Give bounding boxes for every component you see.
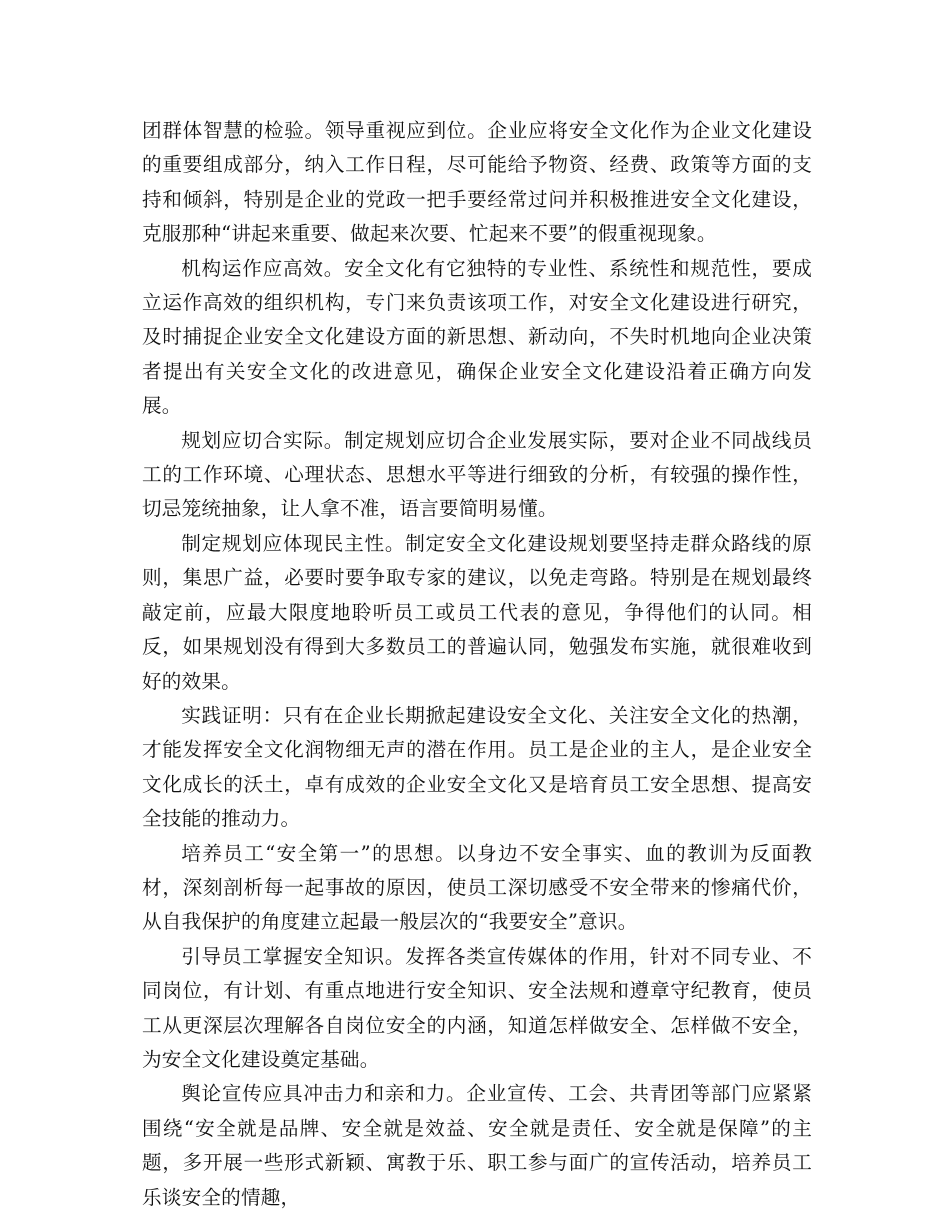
paragraph-safety-knowledge: 引导员工掌握安全知识。发挥各类宣传媒体的作用，针对不同专业、不同岗位，有计划、有重点地进行安全知识、安全法规和遵章守纪教育，使员工从更深层次理解各自岗位安全的内涵，知道怎样做安全、怎样做不安全，为安全文化建设奠定基础。: [142, 944, 812, 1071]
paragraph-practice-proves: 实践证明：只有在企业长期掀起建设安全文化、关注安全文化的热潮，才能发挥安全文化润物细无声的潜在作用。员工是企业的主人，是企业安全文化成长的沃土，卓有成效的企业安全文化又是培育员工安全思想、提高安全技能的推动力。: [142, 703, 812, 831]
paragraph-planning-democratic: 制定规划应体现民主性。制定安全文化建设规划要坚持走群众路线的原则，集思广益，必要时要争取专家的建议，以免走弯路。特别是在规划最终敲定前，应最大限度地聆听员工或员工代表的意见，争得他们的认同。相反，如果规划没有得到大多数员工的普遍认同，勉强发布实施，就很难收到好的效果。: [142, 531, 812, 693]
paragraph-safety-first: 培养员工“安全第一”的思想。以身边不安全事实、血的教训为反面教材，深刻剖析每一起事故的原因，使员工深切感受不安全带来的惨痛代价，从自我保护的角度建立起最一般层次的“我要安全”意识。: [142, 841, 812, 934]
paragraph-leadership: 团群体智慧的检验。领导重视应到位。企业应将安全文化作为企业文化建设的重要组成部分，纳入工作日程，尽可能给予物资、经费、政策等方面的支持和倾斜，特别是企业的党政一把手要经常过问并积极推进安全文化建设，克服那种“讲起来重要、做起来次要、忙起来不要”的假重视现象。: [142, 119, 812, 246]
paragraph-publicity: 舆论宣传应具冲击力和亲和力。企业宣传、工会、共青团等部门应紧紧围绕“安全就是品牌、安全就是效益、安全就是责任、安全就是保障”的主题，多开展一些形式新颖、寓教于乐、职工参与面广的宣传活动，培养员工乐谈安全的情趣，: [142, 1082, 812, 1209]
paragraph-planning-practical: 规划应切合实际。制定规划应切合企业发展实际，要对企业不同战线员工的工作环境、心理状态、思想水平等进行细致的分析，有较强的操作性，切忌笼统抽象，让人拿不准，语言要简明易懂。: [142, 428, 812, 521]
document-page: [142, 114, 812, 1215]
paragraph-organization: 机构运作应高效。安全文化有它独特的专业性、系统性和规范性，要成立运作高效的组织机构，专门来负责该项工作，对安全文化建设进行研究，及时捕捉企业安全文化建设方面的新思想、新动向，不失时机地向企业决策者提出有关安全文化的改进意见，确保企业安全文化建设沿着正确方向发展。: [142, 256, 812, 418]
